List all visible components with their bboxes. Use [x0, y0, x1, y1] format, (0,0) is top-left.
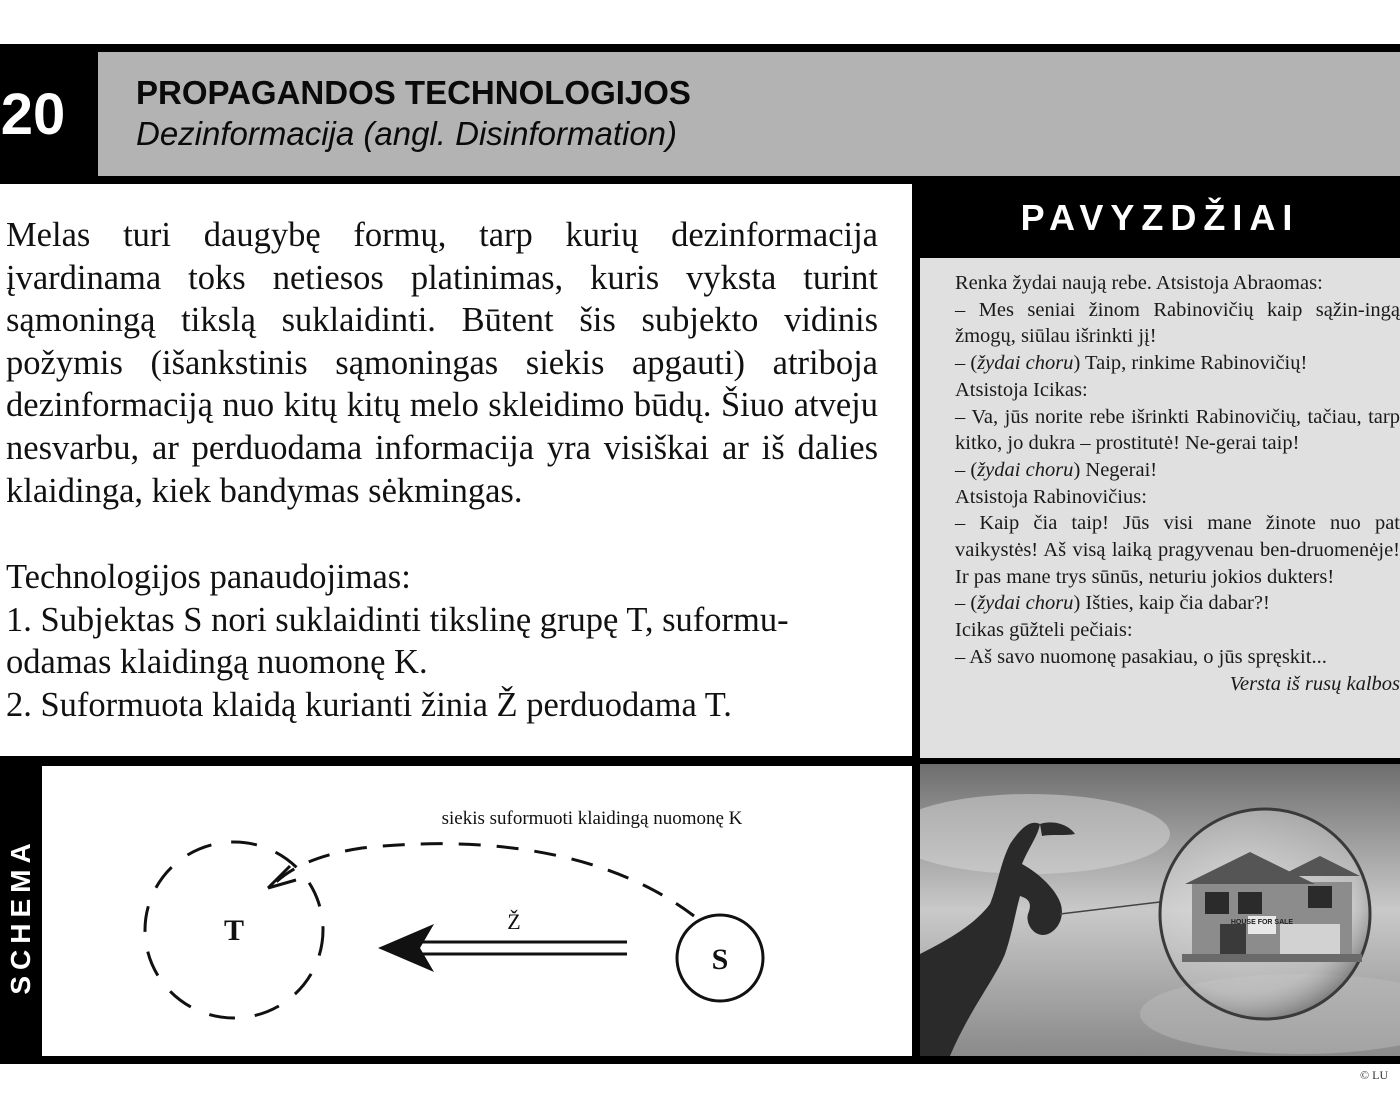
usage-step-2: 2. Suformuota klaidą kurianti žinia Ž perduodama T. [6, 685, 732, 724]
page-title: PROPAGANDOS TECHNOLOGIJOS [136, 74, 691, 111]
usage-title: Technologijos panaudojimas: [6, 558, 411, 596]
example-line: – (žydai choru) Išties, kaip čia dabar?! [955, 592, 1270, 615]
node-s-label: S [711, 943, 729, 976]
message-arrowhead [378, 924, 434, 972]
page-subtitle: Dezinformacija (angl. Disinformation) [136, 115, 678, 152]
copyright: © LU [1360, 1068, 1389, 1082]
translation-note: Versta iš rusų kalbos [1229, 672, 1400, 695]
examples-heading: PAVYZDŽIAI [1020, 197, 1300, 238]
message-label: Ž [507, 909, 521, 934]
top-border [0, 44, 1400, 52]
example-line: Atsistoja Rabinovičius: [955, 485, 1147, 508]
examples-text [955, 270, 1400, 697]
bubble-house-photo [920, 764, 1400, 1056]
example-line: – (žydai choru) Taip, rinkime Rabinovičių! [955, 352, 1308, 375]
title-bar [98, 52, 1400, 176]
example-line: Renka žydai naują rebe. Atsistoja Abraomas: [955, 272, 1323, 294]
description-text [6, 214, 878, 512]
example-line: – Aš savo nuomonę pasakiau, o jūs spręskit... [955, 645, 1327, 668]
example-line: – Kaip čia taip! Jūs visi mane žinote nuo pat vaikystės! Aš visą laiką pragyvenau ben-druomenėje! Ir pas mane trys sūnūs, neturiu jokios dukters! [955, 512, 1400, 588]
arc-label: siekis suformuoti klaidingą nuomonę K [441, 808, 743, 829]
usage-step-1a: 1. Subjektas S nori suklaidinti tikslinę grupę T, suformu- [6, 600, 789, 639]
description-paragraph: Melas turi daugybę formų, tarp kurių dezinformacija įvardinama toks netiesos platinimas, kuris vyksta turint sąmoningą tikslą suklaidinti. Būtent šis subjekto vidinis požymis (išankstinis sąmoningas siekis apgauti) atriboja dezinformaciją nuo kitų kitų melo skleidimo būdų. Šiuo atveju nesvarbu, ar perduodama informacija yra visiškai ar iš dalies klaidinga, kiek bandymas sėkmingas. [6, 216, 878, 510]
intent-arc [274, 844, 694, 916]
schema-label: SCHEMA [5, 837, 36, 995]
schema-diagram [42, 766, 912, 1056]
example-line: – Va, jūs norite rebe išrinkti Rabinovičių, tačiau, tarp kitko, jo dukra – prostitutė! Ne-gerai taip! [955, 405, 1400, 455]
usage-section [6, 556, 878, 726]
sale-sign: HOUSE FOR SALE [1230, 919, 1294, 926]
card-number: 20 [0, 82, 66, 147]
example-line: – (žydai choru) Negerai! [955, 458, 1158, 481]
example-line: Atsistoja Icikas: [955, 378, 1088, 401]
usage-step-1b: odamas klaidingą nuomonę K. [6, 643, 428, 682]
node-t-label: T [223, 914, 245, 947]
example-line: – Mes seniai žinom Rabinovičių kaip sąžin-ingą žmogų, siūlau išrinkti jį! [955, 298, 1400, 348]
example-line: Icikas gūžteli pečiais: [955, 619, 1133, 642]
